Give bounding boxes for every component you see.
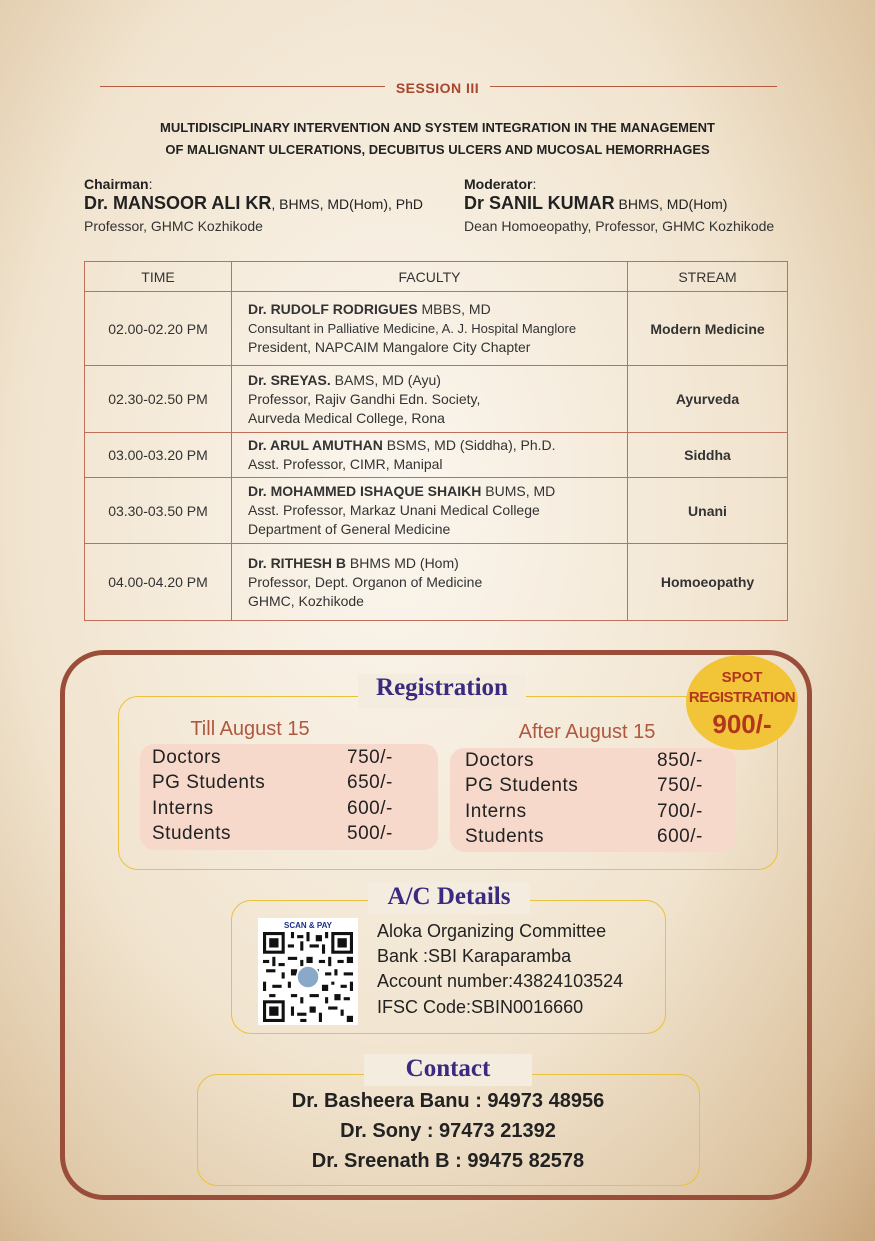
qr-label: SCAN & PAY bbox=[283, 921, 332, 930]
row-stream: Ayurveda bbox=[628, 366, 788, 433]
faculty-name: Dr. ARUL AMUTHAN bbox=[248, 437, 383, 453]
fee-value: 700/- bbox=[657, 801, 703, 822]
spot-price: 900/- bbox=[712, 709, 772, 739]
spot-registration-badge bbox=[686, 655, 798, 750]
faculty-line2: Asst. Professor, Markaz Unani Medical College bbox=[248, 502, 540, 518]
faculty-name: Dr. SREYAS. bbox=[248, 371, 331, 388]
session-subtitle bbox=[60, 117, 815, 161]
faculty-qual: BAMS, MD (Ayu) bbox=[330, 371, 441, 388]
fee-value: 600/- bbox=[347, 798, 393, 819]
row-time: 03.30-03.50 PM bbox=[85, 478, 232, 544]
account-heading: A/C Details bbox=[387, 883, 511, 910]
till-title: Till August 15 bbox=[190, 718, 310, 740]
moderator-name: Dr SANIL KUMAR bbox=[464, 193, 615, 213]
after-title: After August 15 bbox=[518, 721, 656, 743]
faculty-qual: MBBS, MD bbox=[417, 301, 491, 317]
row-faculty bbox=[232, 544, 628, 621]
session-subtitle-line1: MULTIDISCIPLINARY INTERVENTION AND SYSTEM INTEGRATION IN THE MANAGEMENT bbox=[160, 120, 715, 135]
fee-label: PG Students bbox=[465, 775, 579, 796]
session-subtitle-line2: OF MALIGNANT ULCERATIONS, DECUBITUS ULCERS AND MUCOSAL HEMORRHAGES bbox=[165, 142, 710, 157]
row-faculty bbox=[232, 478, 628, 544]
row-stream: Modern Medicine bbox=[628, 292, 788, 366]
table-header-row bbox=[85, 262, 788, 292]
chairman-desc: Professor, GHMC Kozhikode bbox=[84, 218, 263, 234]
header-time: TIME bbox=[85, 262, 232, 292]
row-time: 02.30-02.50 PM bbox=[85, 366, 232, 433]
faculty-line2: Consultant in Palliative Medicine, A. J. Hospital Manglore bbox=[248, 321, 577, 336]
qr-code-icon bbox=[263, 932, 353, 1022]
spot-line2: REGISTRATION bbox=[688, 689, 796, 706]
fee-label: Students bbox=[152, 823, 231, 844]
table-row bbox=[85, 478, 788, 544]
contact-heading: Contact bbox=[405, 1055, 491, 1082]
qr-code[interactable] bbox=[258, 918, 358, 1025]
chairman-qualifications: , BHMS, MD(Hom), PhD bbox=[271, 196, 424, 212]
row-stream: Siddha bbox=[628, 433, 788, 478]
fee-value: 600/- bbox=[657, 826, 703, 847]
chairman-block: Chairman: Dr. MANSOOR ALI KR, BHMS, MD(Hom), PhD Professor, GHMC Kozhikode bbox=[84, 176, 464, 234]
contact-line: Dr. Basheera Banu : 94973 48956 bbox=[291, 1090, 605, 1112]
moderator-label: Moderator bbox=[464, 176, 533, 192]
schedule-table bbox=[84, 261, 788, 621]
table-row bbox=[85, 292, 788, 366]
moderator-block: Moderator: Dr SANIL KUMAR BHMS, MD(Hom) Dean Homoeopathy, Professor, GHMC Kozhikode bbox=[464, 176, 844, 234]
fee-value: 850/- bbox=[657, 750, 703, 771]
table-row bbox=[85, 366, 788, 433]
row-stream: Unani bbox=[628, 478, 788, 544]
faculty-line2: Professor, Dept. Organon of Medicine bbox=[248, 573, 483, 590]
header-faculty: FACULTY bbox=[232, 262, 628, 292]
faculty-qual: BUMS, MD bbox=[481, 483, 556, 499]
table-row bbox=[85, 433, 788, 478]
registration-heading: Registration bbox=[376, 674, 508, 701]
fee-value: 750/- bbox=[347, 747, 393, 768]
faculty-line2: Professor, Rajiv Gandhi Edn. Society, bbox=[248, 390, 481, 407]
fee-value: 750/- bbox=[657, 775, 703, 796]
faculty-name: Dr. RITHESH B bbox=[248, 554, 347, 571]
faculty-qual: BHMS MD (Hom) bbox=[346, 554, 459, 571]
contact-line: Dr. Sreenath B : 99475 82578 bbox=[311, 1150, 585, 1172]
fee-label: Students bbox=[465, 826, 544, 847]
row-faculty bbox=[232, 366, 628, 433]
row-time: 04.00-04.20 PM bbox=[85, 544, 232, 621]
account-line: Bank :SBI Karaparamba bbox=[377, 946, 572, 966]
account-line: Account number:43824103524 bbox=[377, 971, 624, 991]
header-stream: STREAM bbox=[628, 262, 788, 292]
chairman-name: Dr. MANSOOR ALI KR bbox=[84, 193, 272, 213]
faculty-line2: Asst. Professor, CIMR, Manipal bbox=[248, 456, 443, 472]
fee-label: Doctors bbox=[465, 750, 534, 771]
row-faculty bbox=[232, 433, 628, 478]
fee-label: PG Students bbox=[152, 772, 266, 793]
table-row bbox=[85, 544, 788, 621]
moderator-qualifications: BHMS, MD(Hom) bbox=[614, 196, 728, 212]
row-time: 02.00-02.20 PM bbox=[85, 292, 232, 366]
fee-value: 650/- bbox=[347, 772, 393, 793]
fee-label: Interns bbox=[152, 798, 214, 819]
account-line: IFSC Code:SBIN0016660 bbox=[377, 997, 584, 1017]
session-title: SESSION III bbox=[395, 80, 480, 96]
chairman-label: Chairman bbox=[84, 176, 149, 192]
faculty-line3: GHMC, Kozhikode bbox=[248, 592, 364, 609]
fee-label: Interns bbox=[465, 801, 527, 822]
row-stream: Homoeopathy bbox=[628, 544, 788, 621]
faculty-name: Dr. RUDOLF RODRIGUES bbox=[248, 301, 418, 317]
fee-value: 500/- bbox=[347, 823, 393, 844]
spot-line1: SPOT bbox=[721, 669, 763, 686]
moderator-desc: Dean Homoeopathy, Professor, GHMC Kozhikode bbox=[464, 218, 775, 234]
row-faculty bbox=[232, 292, 628, 366]
row-time: 03.00-03.20 PM bbox=[85, 433, 232, 478]
faculty-line3: Aurveda Medical College, Rona bbox=[248, 409, 445, 426]
faculty-line3: Department of General Medicine bbox=[248, 521, 451, 537]
account-line: Aloka Organizing Committee bbox=[377, 921, 607, 941]
faculty-qual: BSMS, MD (Siddha), Ph.D. bbox=[382, 437, 556, 453]
faculty-name: Dr. MOHAMMED ISHAQUE SHAIKH bbox=[248, 483, 482, 499]
faculty-line3: President, NAPCAIM Mangalore City Chapter bbox=[248, 339, 531, 355]
fee-label: Doctors bbox=[152, 747, 221, 768]
contact-line: Dr. Sony : 97473 21392 bbox=[340, 1120, 556, 1142]
